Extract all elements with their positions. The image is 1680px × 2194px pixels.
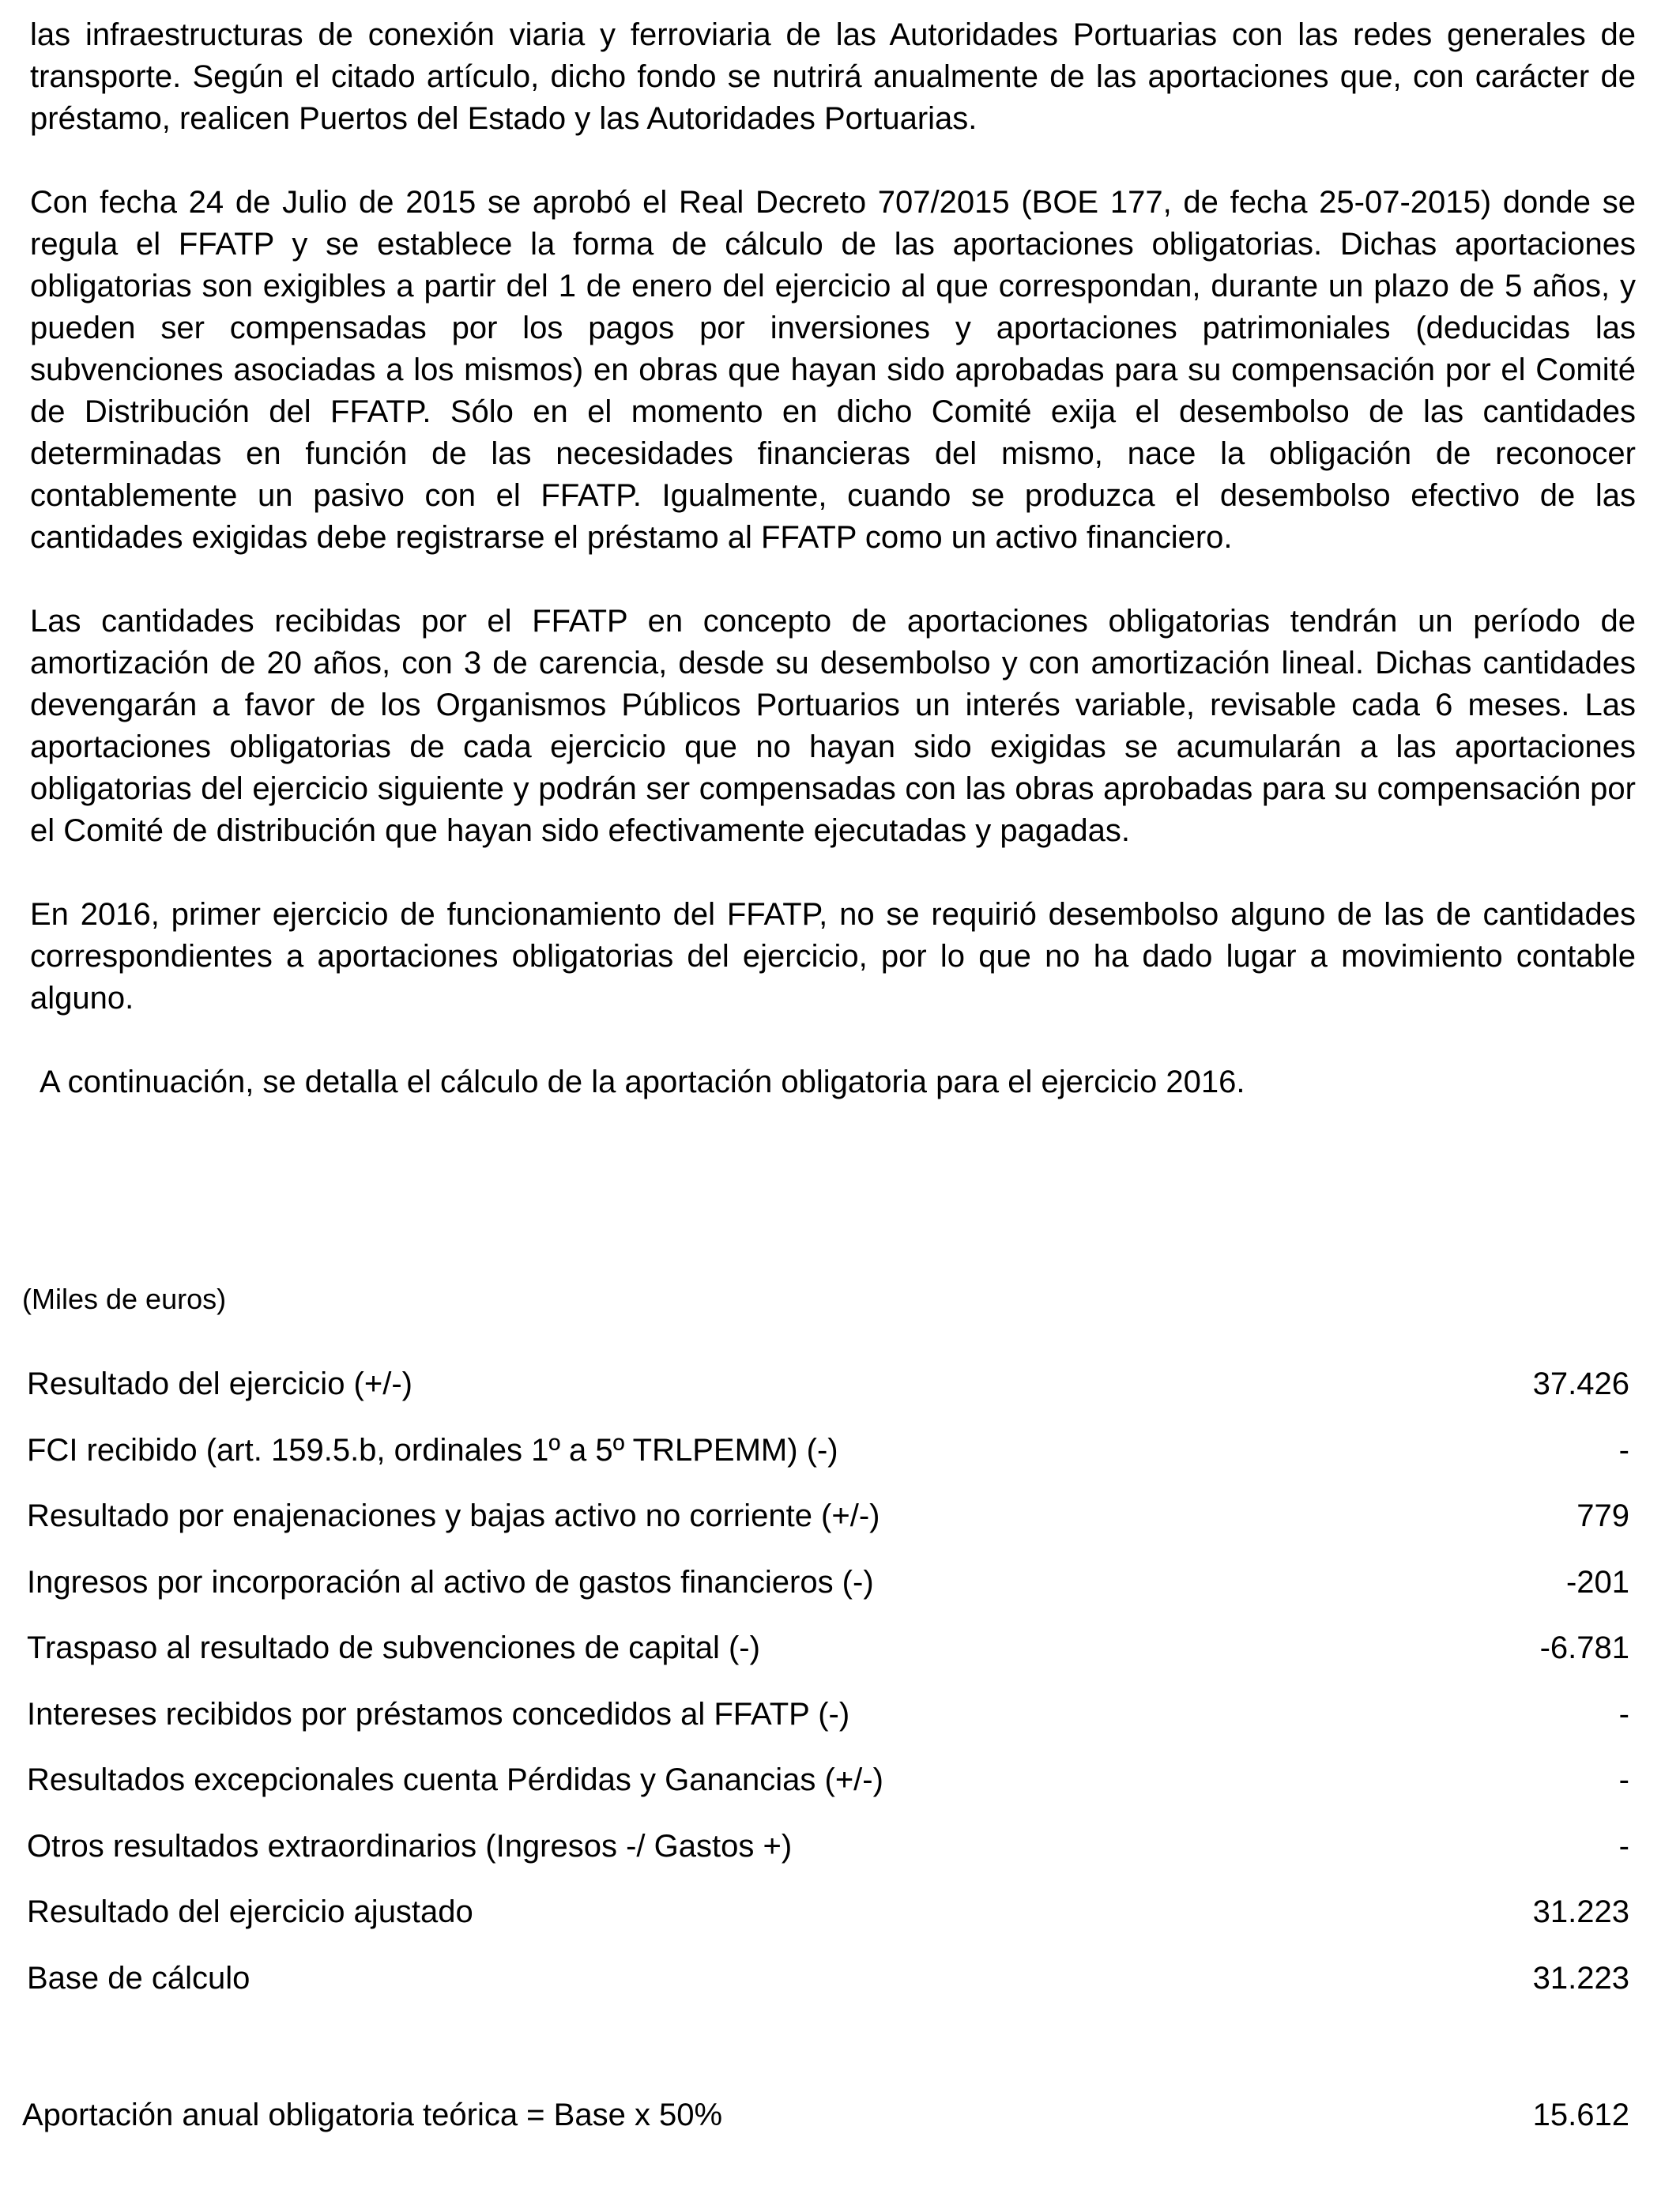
row-value: -6.781 xyxy=(1539,1630,1629,1665)
row-value: - xyxy=(1618,1432,1629,1468)
table-row xyxy=(27,1826,1629,1892)
row-label: Otros resultados extraordinarios (Ingresos -/ Gastos +) xyxy=(27,1828,793,1864)
calculation-table xyxy=(27,1363,1629,2023)
paragraph-spacer xyxy=(30,140,1636,182)
row-label: Ingresos por incorporación al activo de gastos financieros (-) xyxy=(27,1564,874,1600)
table-row xyxy=(27,1495,1629,1562)
paragraph-2016: En 2016, primer ejercicio de funcionamiento del FFATP, no se requirió desembolso alguno de las de cantidades correspondientes a aportaciones obligatorias del ejercicio, por lo que no ha dado lugar a movimiento contable alguno. xyxy=(30,897,1636,1016)
paragraph-amortizacion: Las cantidades recibidas por el FFATP en concepto de aportaciones obligatorias tendrán un período de amortización de 20 años, con 3 de carencia, desde su desembolso y con amortización lineal. Dichas cantidades devengarán a favor de los Organismos Públicos Portuarios un interés variable, revisable cada 6 meses. Las aportaciones obligatorias de cada ejercicio que no hayan sido exigidas se acumularán a las aportaciones obligatorias del ejercicio siguiente y podrán ser compensadas con las obras aprobadas para su compensación por el Comité de distribución que hayan sido efectivamente ejecutadas y pagadas. xyxy=(30,604,1636,848)
paragraph-spacer xyxy=(30,559,1636,601)
table-row xyxy=(27,1627,1629,1694)
paragraph-ffatp-funding: las infraestructuras de conexión viaria y ferroviaria de las Autoridades Portuarias con las redes generales de transporte. Según el citado artículo, dicho fondo se nutrirá anualmente de las aportaciones que, con carácter de préstamo, realicen Puertos del Estado y las Autoridades Portuarias. xyxy=(30,17,1636,136)
total-row xyxy=(22,2094,1629,2136)
row-label: Base de cálculo xyxy=(27,1960,250,1996)
paragraph-spacer xyxy=(30,1020,1636,1061)
row-label: Resultado del ejercicio (+/-) xyxy=(27,1367,412,1401)
total-value: 15.612 xyxy=(1532,2098,1629,2132)
table-row xyxy=(27,1430,1629,1496)
row-value: -201 xyxy=(1565,1564,1629,1600)
row-value: - xyxy=(1618,1828,1629,1864)
row-label: Traspaso al resultado de subvenciones de capital (-) xyxy=(27,1630,760,1665)
total-label: Aportación anual obligatoria teórica = Base x 50% xyxy=(22,2098,723,2132)
document-body xyxy=(30,14,1636,1103)
table-row xyxy=(27,1891,1629,1958)
table-row xyxy=(27,1363,1629,1430)
table-row xyxy=(27,1562,1629,1628)
row-value: 31.223 xyxy=(1532,1960,1629,1996)
row-label: Resultado del ejercicio ajustado xyxy=(27,1894,473,1929)
table-row xyxy=(27,1958,1629,2024)
table-row xyxy=(27,1759,1629,1826)
row-value: 37.426 xyxy=(1532,1367,1629,1401)
unit-label: (Miles de euros) xyxy=(22,1283,227,1315)
row-label: Resultados excepcionales cuenta Pérdidas y Ganancias (+/-) xyxy=(27,1762,883,1797)
row-value: 779 xyxy=(1576,1498,1629,1533)
paragraph-spacer xyxy=(30,852,1636,894)
row-value: 31.223 xyxy=(1532,1894,1629,1929)
row-value: - xyxy=(1618,1762,1629,1797)
row-label: FCI recibido (art. 159.5.b, ordinales 1º a 5º TRLPEMM) (-) xyxy=(27,1432,838,1468)
row-label: Resultado por enajenaciones y bajas activo no corriente (+/-) xyxy=(27,1498,880,1533)
row-label: Intereses recibidos por préstamos concedidos al FFATP (-) xyxy=(27,1696,850,1732)
table-row xyxy=(27,1694,1629,1760)
row-value: - xyxy=(1618,1696,1629,1732)
table-intro: A continuación, se detalla el cálculo de la aportación obligatoria para el ejercicio 2016. xyxy=(40,1065,1245,1099)
paragraph-real-decreto: Con fecha 24 de Julio de 2015 se aprobó el Real Decreto 707/2015 (BOE 177, de fecha 25-07-2015) donde se regula el FFATP y se establece la forma de cálculo de las aportaciones obligatorias. Dichas aportaciones obligatorias son exigibles a partir del 1 de enero del ejercicio al que correspondan, durante un plazo de 5 años, y pueden ser compensadas por los pagos por inversiones y aportaciones patrimoniales (deducidas las subvenciones asociadas a los mismos) en obras que hayan sido aprobadas para su compensación por el Comité de Distribución del FFATP. Sólo en el momento en dicho Comité exija el desembolso de las cantidades determinadas en función de las necesidades financieras del mismo, nace la obligación de reconocer contablemente un pasivo con el FFATP. Igualmente, cuando se produzca el desembolso efectivo de las cantidades exigidas debe registrarse el préstamo al FFATP como un activo financiero. xyxy=(30,185,1636,555)
